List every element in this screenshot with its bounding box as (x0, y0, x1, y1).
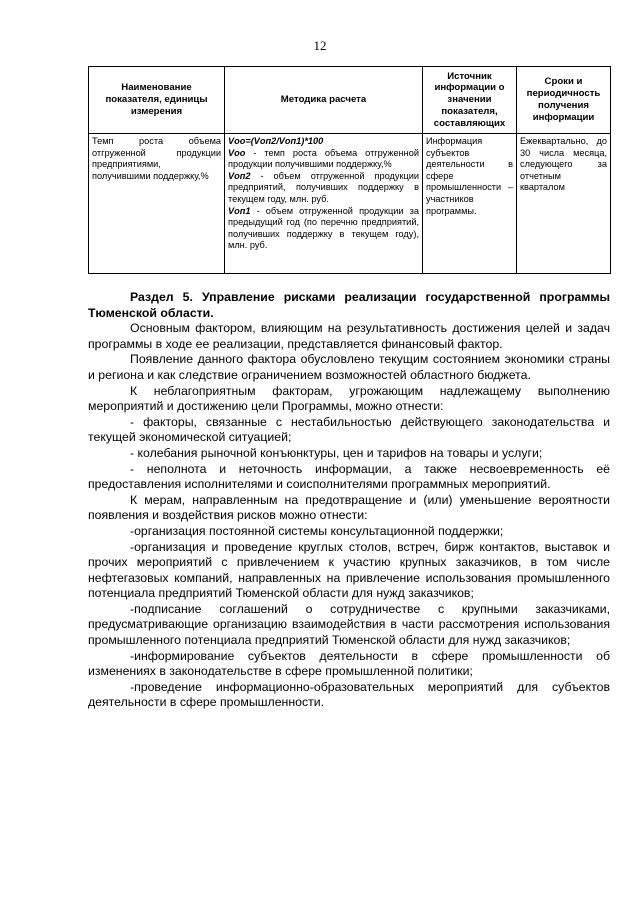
header-calc-method: Методика расчета (225, 67, 423, 134)
list-item: -организация и проведение круглых столов, встреч, бирж контактов, выставок и прочих мероприятий с привлечением к участию крупных заказчиков, в том числе нефтегазовых компаний, направленных на привлечение использования промышленного потенциала предприятий Тюменской области для нужд заказчиков; (88, 539, 610, 601)
cell-timing: Ежеквартально, до 30 числа месяца, следующего за отчетным кварталом (517, 134, 611, 274)
list-item: -подписание соглашений о сотрудничестве с крупными заказчиками, предусматривающие организацию взаимодействия в части рассмотрения использования промышленного потенциала предприятий Тюменской области для нужд заказчиков; (88, 601, 610, 648)
definition-term: Vоо (228, 147, 246, 158)
list-item: -информирование субъектов деятельности в сфере промышленности об изменениях в законодательстве в сфере промышленной политики; (88, 648, 610, 679)
cell-indicator-name: Темп роста объема отгруженной продукции предприятиями, получившими поддержку,% (89, 134, 225, 274)
section-heading: Раздел 5. Управление рисками реализации государственной программы Тюменской области. (88, 290, 610, 320)
definition-text: - темп роста объема отгруженной продукции получившими поддержку,% (228, 147, 419, 170)
cell-info-source: Информация субъектов деятельности в сфере промышленности –участников программы. (423, 134, 517, 274)
header-indicator-name: Наименование показателя, единицы измерения (89, 67, 225, 134)
table-header-row (89, 67, 611, 134)
list-item: -проведение информационно-образовательных мероприятий для субъектов деятельности в сфере промышленности. (88, 679, 610, 710)
definition-vop2 (228, 171, 419, 206)
header-info-source: Источник информации о значении показателя, составляющих (423, 67, 517, 134)
page-number: 12 (313, 38, 327, 53)
paragraph: Основным фактором, влияющим на результативность достижения целей и задач программы в ходе ее реализации, представляется финансовый фактор. (88, 321, 610, 351)
formula: Vоо=(Vоп2/Vоп1)*100 (228, 136, 324, 146)
paragraph: К мерам, направленным на предотвращение и (или) уменьшение вероятности появления и воздействия рисков можно отнести: (88, 492, 610, 523)
table-row (89, 134, 611, 274)
definition-term: Vоп2 (228, 170, 251, 181)
paragraph: Появление данного фактора обусловлено текущим состоянием экономики страны и региона и как следствие ограничением возможностей областного бюджета. (88, 352, 610, 382)
list-item: - колебания рыночной конъюнктуры, цен и тарифов на товары и услуги; (130, 445, 543, 460)
definition-term: Vоп1 (228, 205, 251, 216)
definition-text: - объем отгруженной продукции за предыдущий год (по перечню предприятий, получивших поддержку в текущем году), млн. руб. (228, 205, 419, 251)
definition-vop1 (228, 206, 419, 252)
section-body (88, 290, 610, 711)
definition-text: - объем отгруженной продукции предприятий, получивших поддержку в текущем году, млн. руб. (228, 170, 419, 204)
list-item: - неполнота и неточность информации, а также несвоевременность её предоставления исполнителями и соисполнителями программных мероприятий. (88, 461, 610, 492)
indicator-table (88, 66, 611, 274)
list-item: - факторы, связанные с нестабильностью действующего законодательства и текущей экономической ситуацией; (88, 414, 610, 445)
paragraph: К неблагоприятным факторам, угрожающим надлежащему выполнению мероприятий и достижению цели Программы, можно отнести: (88, 383, 610, 414)
header-timing: Сроки и периодичность получения информации (517, 67, 611, 134)
list-item: -организация постоянной системы консультационной поддержки; (130, 523, 504, 538)
definition-voo (228, 148, 419, 171)
cell-calc-method (225, 134, 423, 274)
